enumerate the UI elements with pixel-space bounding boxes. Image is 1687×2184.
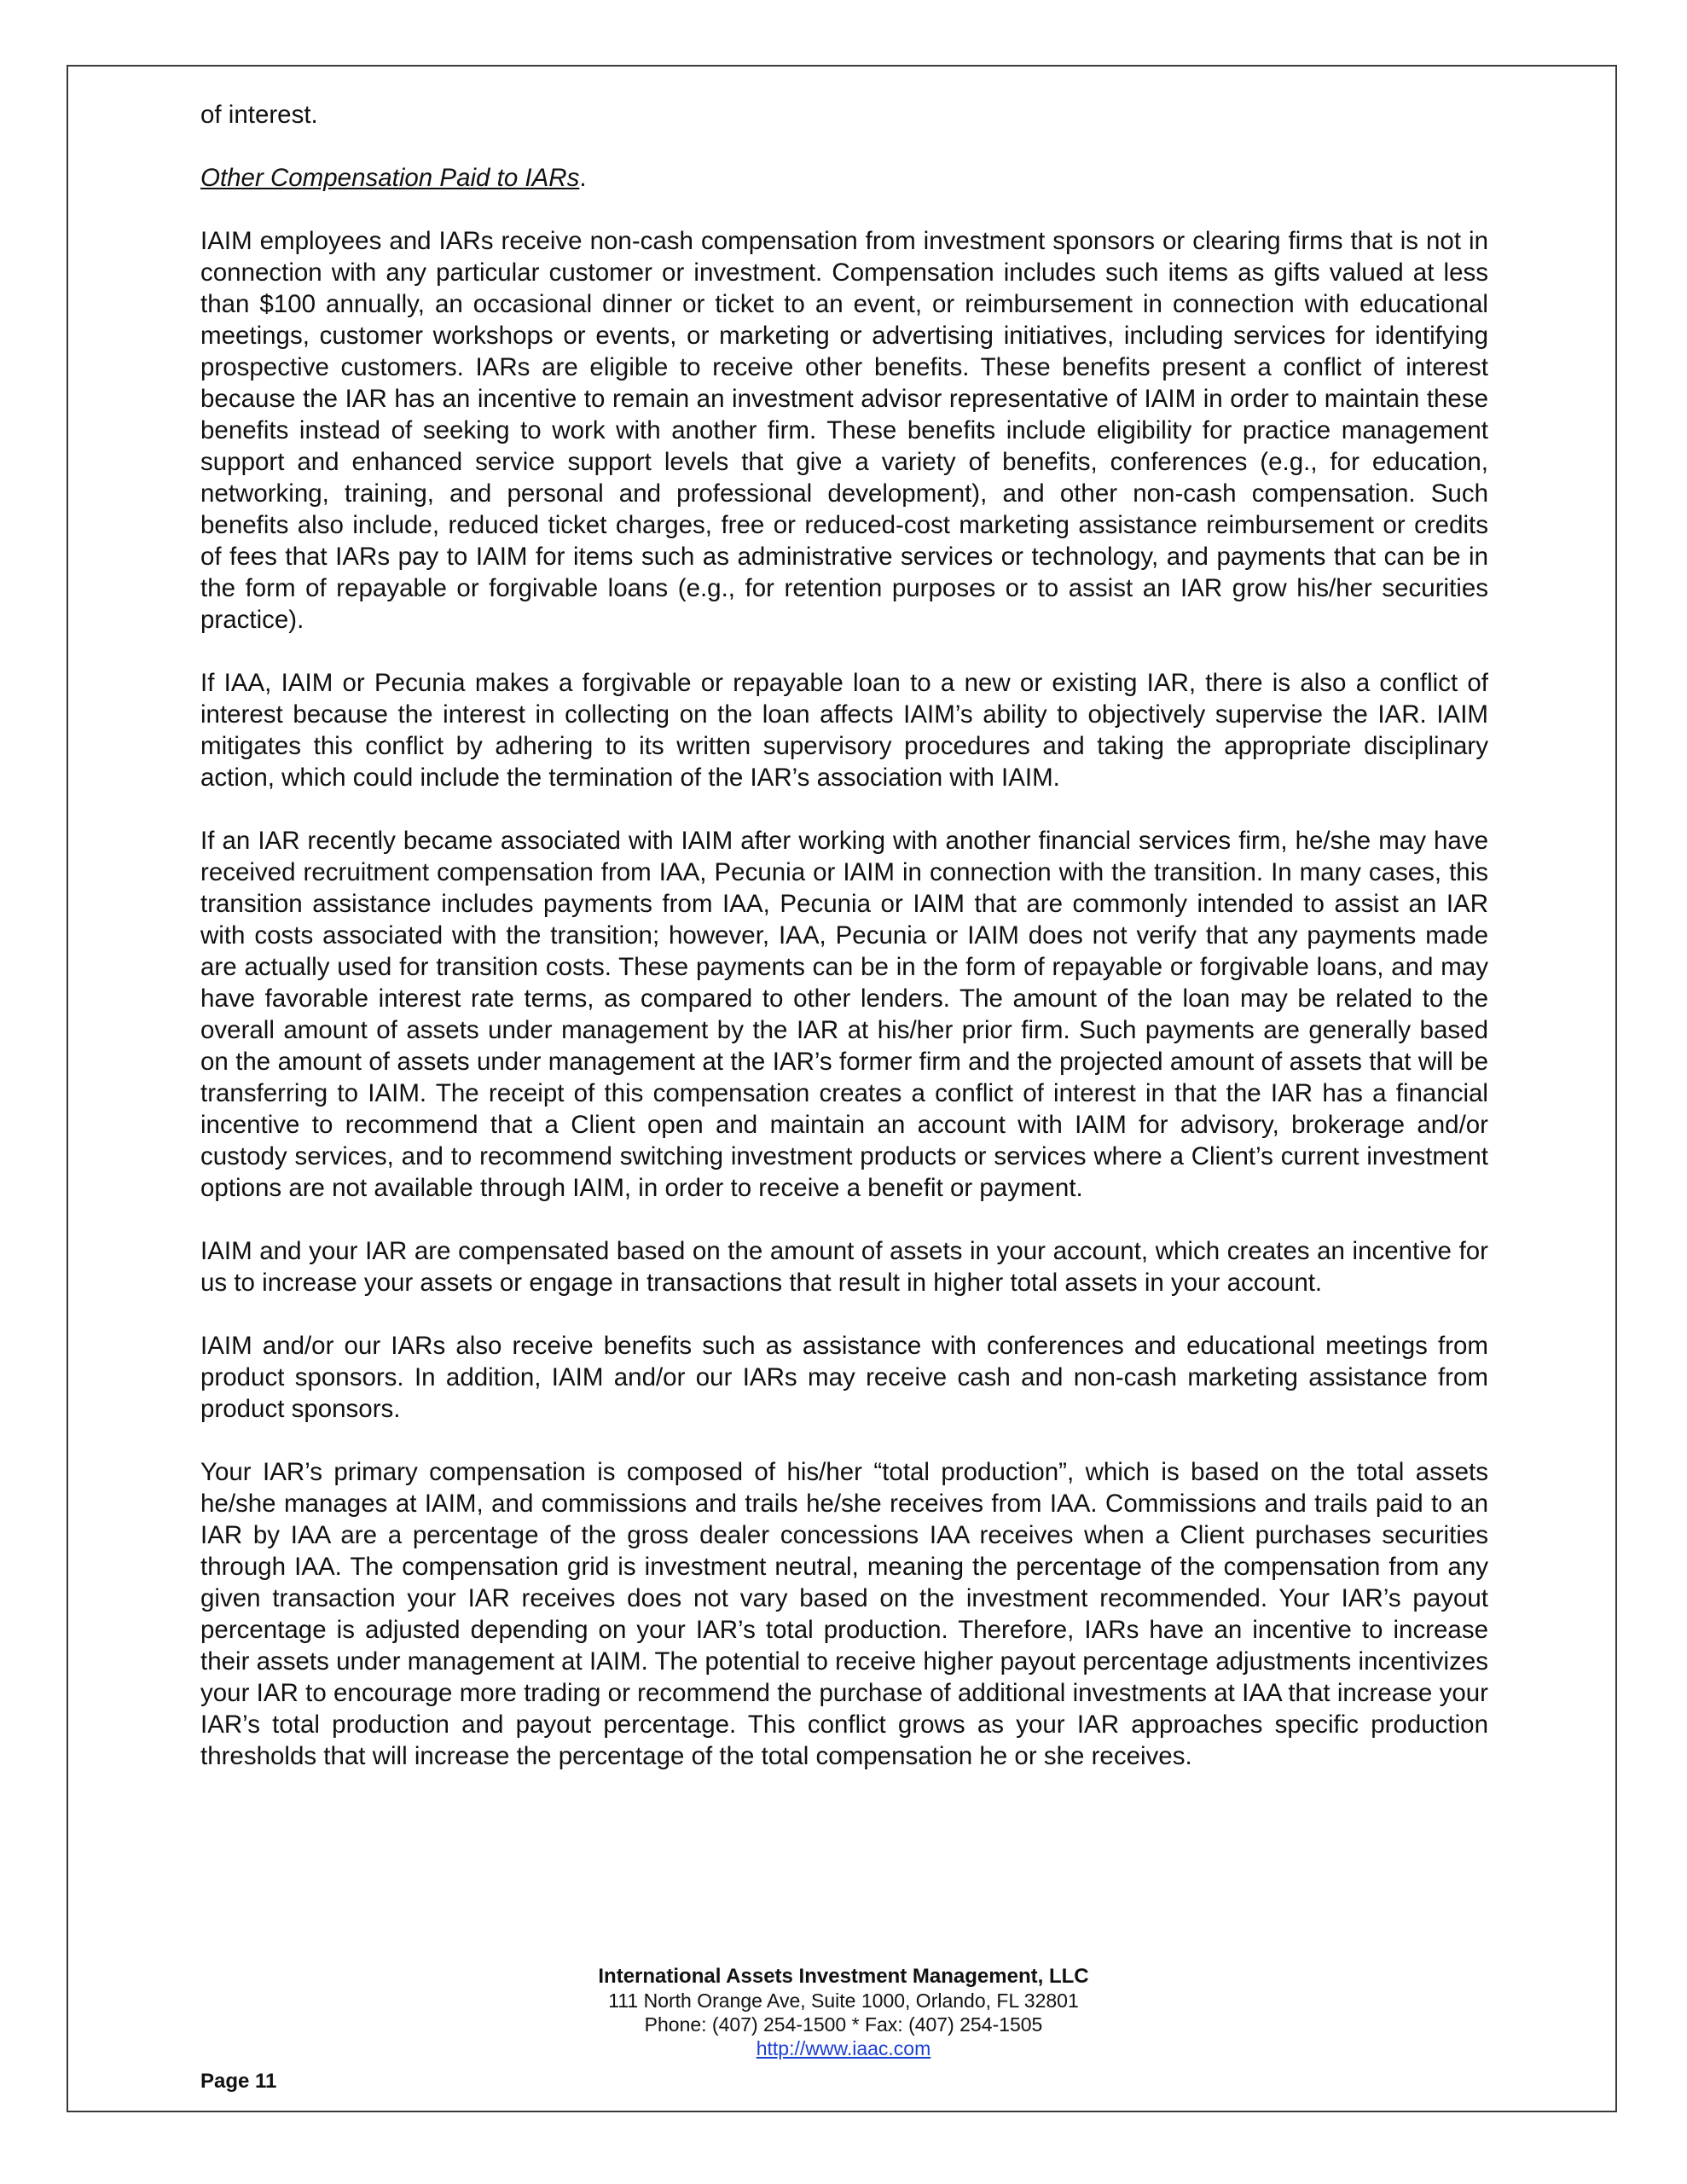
page-footer bbox=[0, 1965, 1687, 2060]
paragraph-non-cash-compensation: IAIM employees and IARs receive non-cash compensation from investment sponsors or clearing firms that is not in connection with any particular customer or investment. Compensation includes such items as gifts valued at less than $100 annually, an occasional dinner or ticket to an event, or reimbursement in connection with educational meetings, customer workshops or events, or marketing or advertising initiatives, including services for identifying prospective customers. IARs are eligible to receive other benefits. These benefits present a conflict of interest because the IAR has an incentive to remain an investment advisor representative of IAIM in order to maintain these benefits instead of seeking to work with another firm. These benefits include eligibility for practice management support and enhanced service support levels that give a variety of benefits, conferences (e.g., for education, networking, training, and personal and professional development), and other non-cash compensation. Such benefits also include, reduced ticket charges, free or reduced-cost marketing assistance reimbursement or credits of fees that IARs pay to IAIM for items such as administrative services or technology, and payments that can be in the form of repayable or forgivable loans (e.g., for retention purposes or to assist an IAR grow his/her securities practice). bbox=[200, 227, 1488, 634]
footer-address: 111 North Orange Ave, Suite 1000, Orlando, FL 32801 bbox=[608, 1989, 1079, 2012]
section-heading-line bbox=[200, 162, 1488, 194]
footer-website-link[interactable]: http://www.iaac.com bbox=[756, 2037, 931, 2059]
document-body bbox=[200, 99, 1488, 1804]
paragraph-asset-based-compensation: IAIM and your IAR are compensated based on the amount of assets in your account, which creates an incentive for us to increase your assets or engage in transactions that result in higher total assets in your account. bbox=[200, 1237, 1488, 1297]
paragraph-recruitment-compensation: If an IAR recently became associated with IAIM after working with another financial services firm, he/she may have received recruitment compensation from IAA, Pecunia or IAIM in connection with the transition. In many cases, this transition assistance includes payments from IAA, Pecunia or IAIM that are commonly intended to assist an IAR with costs associated with the transition; however, IAA, Pecunia or IAIM does not verify that any payments made are actually used for transition costs. These payments can be in the form of repayable or forgivable loans, and may have favorable interest rate terms, as compared to other lenders. The amount of the loan may be related to the overall amount of assets under management by the IAR at his/her prior firm. Such payments are generally based on the amount of assets under management at the IAR’s former firm and the projected amount of assets that will be transferring to IAIM. The receipt of this compensation creates a conflict of interest in that the IAR has a financial incentive to recommend that a Client open and maintain an account with IAIM for advisory, brokerage and/or custody services, and to recommend switching investment products or services where a Client’s current investment options are not available through IAIM, in order to receive a benefit or payment. bbox=[200, 827, 1488, 1202]
section-heading: Other Compensation Paid to IARs bbox=[200, 164, 580, 192]
paragraph-total-production: Your IAR’s primary compensation is composed of his/her “total production”, which is based on the total assets he/she manages at IAIM, and commissions and trails he/she receives from IAA. Commissions and trails paid to an IAR by IAA are a percentage of the gross dealer concessions IAA receives when a Client purchases securities through IAA. The compensation grid is investment neutral, meaning the percentage of the compensation from any given transaction your IAR receives does not vary based on the investment recommended. Your IAR’s payout percentage is adjusted depending on your IAR’s total production. Therefore, IARs have an incentive to increase their assets under management at IAIM. The potential to receive higher payout percentage adjustments incentivizes your IAR to encourage more trading or recommend the purchase of additional investments at IAA that increase your IAR’s total production and payout percentage. This conflict grows as your IAR approaches specific production thresholds that will increase the percentage of the total compensation he or she receives. bbox=[200, 1458, 1488, 1770]
footer-company-name: International Assets Investment Management, LLC bbox=[598, 1965, 1089, 1988]
paragraph-loan-conflict: If IAA, IAIM or Pecunia makes a forgivable or repayable loan to a new or existing IAR, there is also a conflict of interest because the interest in collecting on the loan affects IAIM’s ability to objectively supervise the IAR. IAIM mitigates this conflict by adhering to its written supervisory procedures and taking the appropriate disciplinary action, which could include the termination of the IAR’s association with IAIM. bbox=[200, 669, 1488, 792]
paragraph-product-sponsor-benefits: IAIM and/or our IARs also receive benefits such as assistance with conferences and educational meetings from product sponsors. In addition, IAIM and/or our IARs may receive cash and non-cash marketing assistance from product sponsors. bbox=[200, 1332, 1488, 1423]
footer-contact: Phone: (407) 254-1500 * Fax: (407) 254-1505 bbox=[644, 2013, 1043, 2036]
intro-fragment: of interest. bbox=[200, 101, 318, 129]
page-number: Page 11 bbox=[200, 2070, 277, 2093]
section-heading-suffix: . bbox=[579, 164, 587, 192]
